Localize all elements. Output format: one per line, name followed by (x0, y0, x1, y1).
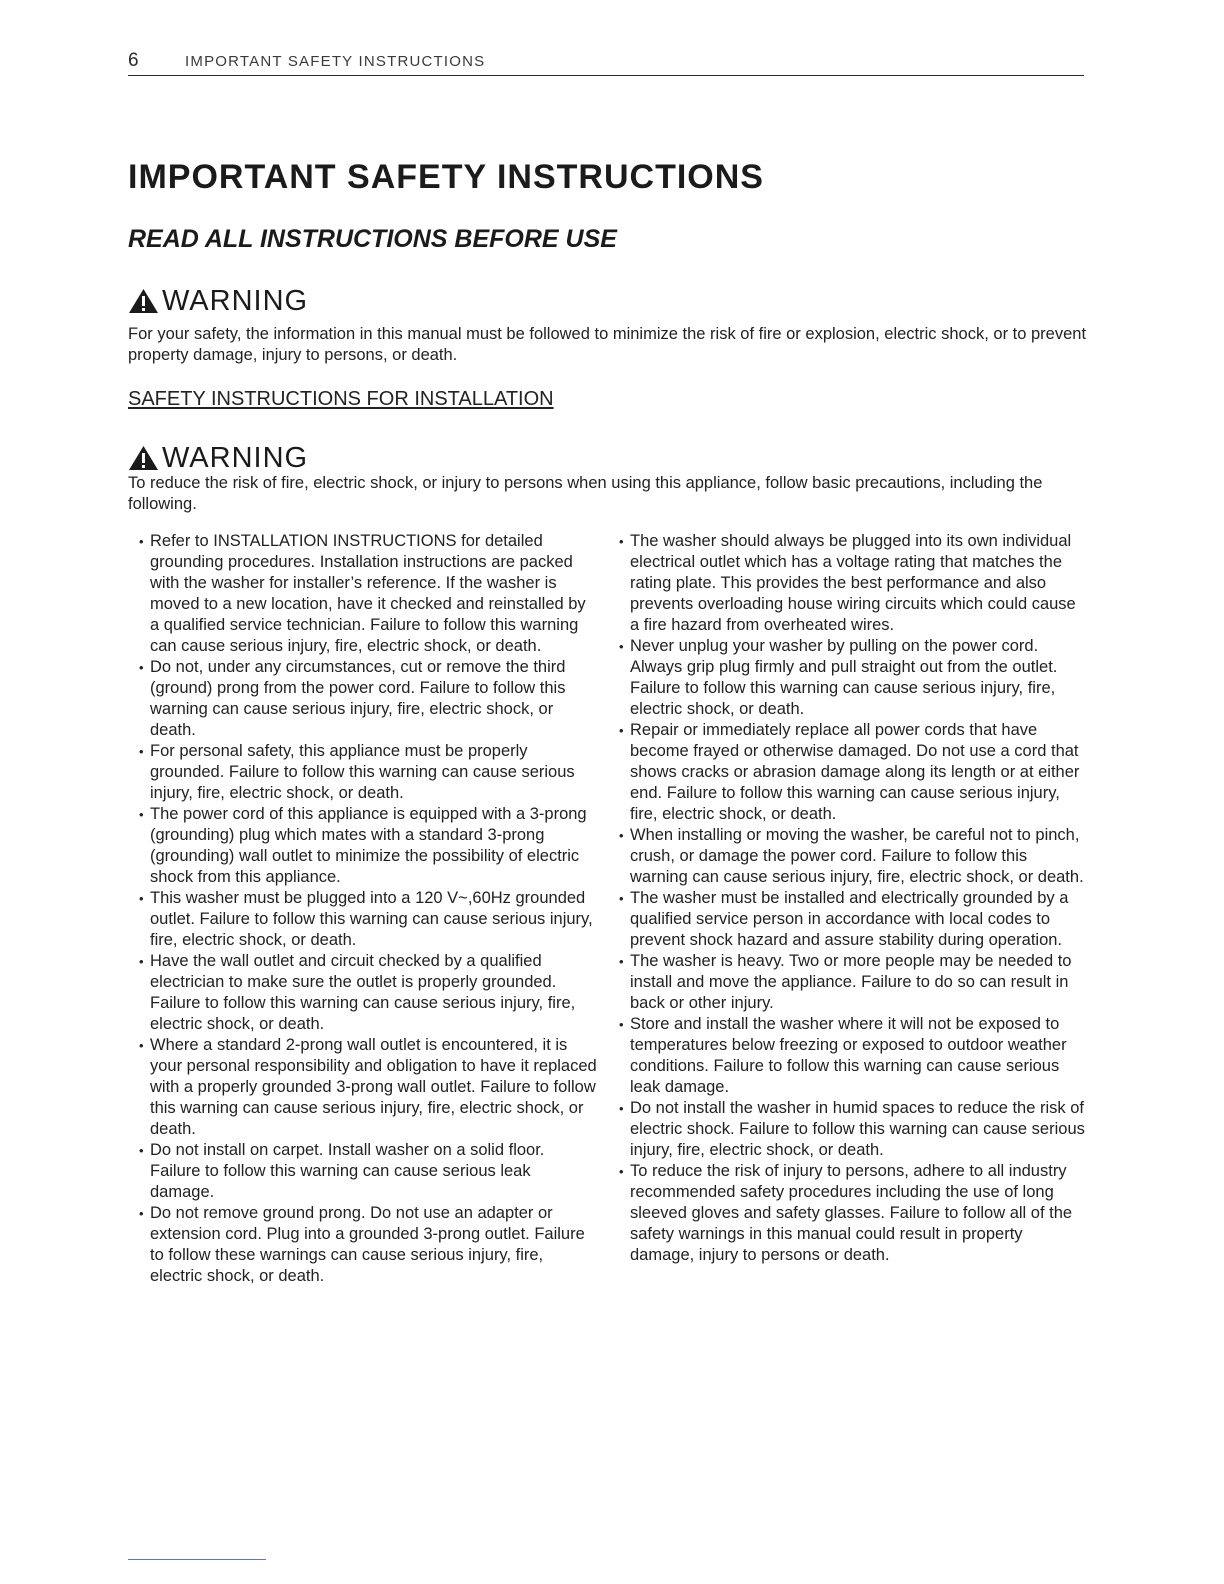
warning-heading-1 (128, 284, 308, 318)
page-title: IMPORTANT SAFETY INSTRUCTIONS (128, 158, 764, 196)
list-item: • Store and install the washer where it will not be exposed to temperatures below freezing or exposed to outdoor weather conditions. Failure to follow this warning can cause serious leak damage. (619, 1014, 1087, 1098)
list-item: • This washer must be plugged into a 120 V~,60Hz grounded outlet. Failure to follow this warning can cause serious injury, fire, electric shock, or death. (139, 888, 597, 951)
list-item: • Do not install the washer in humid spaces to reduce the risk of electric shock. Failure to follow this warning can cause serious injury, fire, electric shock, or death. (619, 1098, 1087, 1161)
list-item: • Refer to INSTALLATION INSTRUCTIONS for detailed grounding procedures. Installation instructions are packed with the washer for installer’s reference. If the washer is moved to a new location, have it checked and reinstalled by a qualified service technician. Failure to follow this warning can cause serious injury, fire, electric shock, or death. (139, 531, 597, 657)
list-item: • The washer is heavy. Two or more people may be needed to install and move the appliance. Failure to do so can result in back or other injury. (619, 951, 1087, 1014)
page-subtitle: READ ALL INSTRUCTIONS BEFORE USE (128, 225, 617, 253)
list-item: • The washer must be installed and electrically grounded by a qualified service person in accordance with local codes to prevent shock hazard and assure stability during operation. (619, 888, 1087, 951)
list-item: • The washer should always be plugged into its own individual electrical outlet which has a voltage rating that matches the rating plate. This provides the best performance and also prevents overloading house wiring circuits which could cause a fire hazard from overheated wires. (619, 531, 1087, 636)
list-item: • Do not, under any circumstances, cut or remove the third (ground) prong from the power cord. Failure to follow this warning can cause serious injury, fire, electric shock, or death. (139, 657, 597, 741)
page-number: 6 (128, 50, 139, 71)
warning-2-text: To reduce the risk of fire, electric shock, or injury to persons when using this appliance, follow basic precautions, including the following. (128, 474, 1043, 513)
list-item: • To reduce the risk of injury to persons, adhere to all industry recommended safety procedures including the use of long sleeved gloves and safety glasses. Failure to follow all of the safety warnings in this manual could result in property damage, injury to persons or death. (619, 1161, 1087, 1266)
warning-1-text: For your safety, the information in this manual must be followed to minimize the risk of fire or explosion, electric shock, or to prevent property damage, injury to persons, or death. (128, 325, 1087, 364)
list-item: • When installing or moving the washer, be careful not to pinch, crush, or damage the power cord. Failure to follow this warning can cause serious injury, fire, electric shock, or death. (619, 825, 1087, 888)
installation-list-right (619, 531, 1087, 1266)
list-item: • Have the wall outlet and circuit checked by a qualified electrician to make sure the outlet is properly grounded. Failure to follow this warning can cause serious injury, fire, electric shock, or death. (139, 951, 597, 1035)
list-item: • For personal safety, this appliance must be properly grounded. Failure to follow this warning can cause serious injury, fire, electric shock, or death. (139, 741, 597, 804)
list-item: • Where a standard 2-prong wall outlet is encountered, it is your personal responsibility and obligation to have it replaced with a properly grounded 3-prong wall outlet. Failure to follow this warning can cause serious injury, fire, electric shock, or death. (139, 1035, 597, 1140)
warning-heading-2 (128, 441, 308, 475)
header-section-title: IMPORTANT SAFETY INSTRUCTIONS (185, 53, 486, 70)
installation-list-left (139, 531, 597, 1287)
list-item: • Never unplug your washer by pulling on the power cord. Always grip plug firmly and pull straight out from the outlet. Failure to follow this warning can cause serious injury, fire, electric shock, or death. (619, 636, 1087, 720)
warning-label: WARNING (162, 441, 309, 474)
warning-label: WARNING (162, 284, 309, 317)
warning-triangle-icon (128, 288, 159, 314)
installation-section-heading: SAFETY INSTRUCTIONS FOR INSTALLATION (128, 388, 554, 410)
list-item: • The power cord of this appliance is equipped with a 3-prong (grounding) plug which mates with a standard 3-prong (grounding) wall outlet to minimize the possibility of electric shock from this appliance. (139, 804, 597, 888)
list-item: • Do not install on carpet. Install washer on a solid floor. Failure to follow this warning can cause serious leak damage. (139, 1140, 597, 1203)
page-header (128, 50, 1084, 76)
list-item: • Repair or immediately replace all power cords that have become frayed or otherwise damaged. Do not use a cord that shows cracks or abrasion damage along its length or at either end. Failure to follow this warning can cause serious injury, fire, electric shock, or death. (619, 720, 1087, 825)
list-item: • Do not remove ground prong. Do not use an adapter or extension cord. Plug into a grounded 3-prong outlet. Failure to follow these warnings can cause serious injury, fire, electric shock, or death. (139, 1203, 597, 1287)
footer-divider (128, 1559, 266, 1560)
warning-triangle-icon (128, 445, 159, 471)
